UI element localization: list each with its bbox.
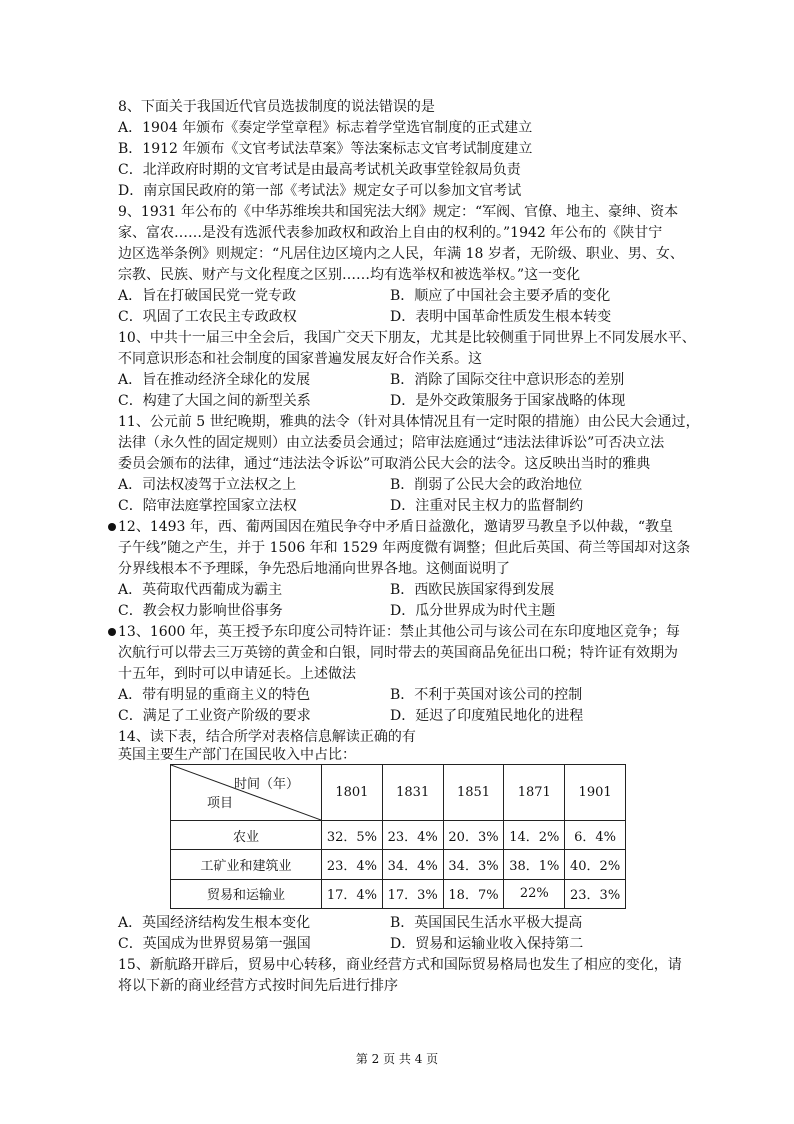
table-corner-header bbox=[171, 765, 322, 821]
q11-line-3: 委员会颁布的法律，通过“违法法令诉讼”可取消公民大会的法令。这反映出当时的雅典 bbox=[118, 456, 651, 472]
q10-line-2: 不同意识形态和社会制度的国家普遍发展友好合作关系。这 bbox=[118, 351, 482, 367]
q12-option-b: B．西欧民族国家得到发展 bbox=[390, 582, 555, 598]
q11-line-2: 法律（永久性的固定规则）由立法委员会通过；陪审法庭通过“违法法律诉讼”可否决立法 bbox=[118, 435, 665, 451]
table-cell: 22% bbox=[504, 879, 565, 908]
q9-line-3: 边区选举条例》则规定：“凡居住边区境内之人民，年满 18 岁者，无阶级、职业、男、女、 bbox=[118, 246, 684, 262]
q10-line-1: 10、中共十一届三中全会后，我国广交天下朋友，尤其是比较侧重于同世界上不同发展水平、 bbox=[118, 330, 696, 346]
q14-stem: 14、读下表，结合所学对表格信息解读正确的有 bbox=[118, 729, 416, 745]
q9-line-4: 宗教、民族、财产与文化程度之区别……均有选举权和被选举权。”这一变化 bbox=[118, 267, 581, 283]
q15-line-2: 将以下新的商业经营方式按时间先后进行排序 bbox=[118, 978, 398, 994]
q10-option-d: D．是外交政策服务于国家战略的体现 bbox=[390, 393, 626, 409]
year-header: 1831 bbox=[382, 765, 443, 821]
header-item-label: 项目 bbox=[207, 796, 234, 811]
table-cell: 23．4% bbox=[322, 850, 383, 879]
q13-line-3: 十五年，到时可以申请延长。上述做法 bbox=[118, 666, 356, 682]
q10-option-c: C．构建了大国之间的新型关系 bbox=[118, 393, 311, 409]
q11-option-d: D．注重对民主权力的监督制约 bbox=[390, 498, 584, 514]
table-caption: 英国主要生产部门在国民收入中占比： bbox=[118, 747, 356, 763]
header-time-label: 时间（年） bbox=[233, 777, 299, 792]
q8-option-b: B．1912 年颁布《文官考试法草案》等法案标志文官考试制度建立 bbox=[118, 141, 533, 157]
row-label: 工矿业和建筑业 bbox=[171, 850, 322, 879]
row-label: 农业 bbox=[171, 821, 322, 850]
table-cell: 17．3% bbox=[382, 879, 443, 908]
table-cell: 23．4% bbox=[382, 821, 443, 850]
table-row bbox=[171, 879, 626, 908]
table-cell: 32．5% bbox=[322, 821, 383, 850]
q14-option-a: A．英国经济结构发生根本变化 bbox=[118, 915, 311, 931]
q12-line-1: 12、1493 年，西、葡两国因在殖民争夺中矛盾日益激化，邀请罗马教皇予以仲裁，“教皇 bbox=[118, 519, 674, 535]
table-cell: 38．1% bbox=[504, 850, 565, 879]
q12-line-2: 子午线”随之产生，并于 1506 年和 1529 年两度微有调整；但此后英国、荷兰等国却对这条 bbox=[118, 540, 691, 556]
year-header: 1901 bbox=[565, 765, 626, 821]
table-row bbox=[171, 821, 626, 850]
page-footer: 第 2 页 共 4 页 bbox=[355, 1052, 439, 1066]
q14-option-c: C．英国成为世界贸易第一强国 bbox=[118, 936, 311, 952]
q12-option-c: C．教会权力影响世俗事务 bbox=[118, 603, 283, 619]
q9-option-b: B．顺应了中国社会主要矛盾的变化 bbox=[390, 288, 611, 304]
q13-option-d: D．延迟了印度殖民地化的进程 bbox=[390, 708, 584, 724]
q15-line-1: 15、新航路开辟后，贸易中心转移，商业经营方式和国际贸易格局也发生了相应的变化，请 bbox=[118, 957, 682, 973]
table-cell: 34．4% bbox=[382, 850, 443, 879]
table-cell: 23．3% bbox=[565, 879, 626, 908]
q11-line-1: 11、公元前 5 世纪晚期，雅典的法令（针对具体情况且有一定时限的措施）由公民大会通过， bbox=[118, 414, 700, 430]
table-cell: 40．2% bbox=[565, 850, 626, 879]
q12-option-d: D．瓜分世界成为时代主题 bbox=[390, 603, 556, 619]
q12-line-3: 分界线根本不予理睬，争先恐后地涌向世界各地。这侧面说明了 bbox=[118, 561, 510, 577]
q9-option-d: D．表明中国革命性质发生根本转变 bbox=[390, 309, 612, 325]
row-label: 贸易和运输业 bbox=[171, 879, 322, 908]
table-cell: 34．3% bbox=[443, 850, 504, 879]
table-cell: 20．3% bbox=[443, 821, 504, 850]
year-header: 1871 bbox=[504, 765, 565, 821]
q12-option-a: A．英荷取代西葡成为霸主 bbox=[118, 582, 283, 598]
q9-line-1: 9、1931 年公布的《中华苏维埃共和国宪法大纲》规定：“军阀、官僚、地主、豪绅、资本 bbox=[118, 204, 679, 220]
table-row bbox=[171, 850, 626, 879]
q10-option-b: B．消除了国际交往中意识形态的差别 bbox=[390, 372, 625, 388]
q8-option-c: C．北洋政府时期的文官考试是由最高考试机关政事堂铨叙局负责 bbox=[118, 162, 521, 178]
q14-option-b: B．英国国民生活水平极大提高 bbox=[390, 915, 583, 931]
bullet-marker bbox=[108, 628, 116, 636]
q8-stem: 8、下面关于我国近代官员选拔制度的说法错误的是 bbox=[118, 99, 435, 115]
q11-option-b: B．削弱了公民大会的政治地位 bbox=[390, 477, 583, 493]
q13-option-a: A．带有明显的重商主义的特色 bbox=[118, 687, 311, 703]
year-header: 1851 bbox=[443, 765, 504, 821]
q10-option-a: A．旨在推动经济全球化的发展 bbox=[118, 372, 311, 388]
q9-line-2: 家、富农……是没有选派代表参加政权和政治上自由的权利的。”1942 年公布的《陕甘宁 bbox=[118, 225, 663, 241]
table-cell: 14．2% bbox=[504, 821, 565, 850]
q11-option-c: C．陪审法庭掌控国家立法权 bbox=[118, 498, 297, 514]
table-cell: 18．7% bbox=[443, 879, 504, 908]
q9-option-c: C．巩固了工农民主专政政权 bbox=[118, 309, 297, 325]
income-share-table bbox=[170, 764, 626, 909]
table-cell: 6．4% bbox=[565, 821, 626, 850]
q13-option-b: B．不利于英国对该公司的控制 bbox=[390, 687, 583, 703]
q8-option-d: D．南京国民政府的第一部《考试法》规定女子可以参加文官考试 bbox=[118, 183, 522, 199]
q14-option-d: D．贸易和运输业收入保持第二 bbox=[390, 936, 584, 952]
q13-line-2: 次航行可以带去三万英镑的黄金和白银，同时带去的英国商品免征出口税；特许证有效期为 bbox=[118, 645, 678, 661]
table-cell: 17．4% bbox=[322, 879, 383, 908]
bullet-marker bbox=[108, 523, 116, 531]
q13-line-1: 13、1600 年，英王授予东印度公司特许证：禁止其他公司与该公司在东印度地区竞争；每 bbox=[118, 624, 680, 640]
q9-option-a: A．旨在打破国民党一党专政 bbox=[118, 288, 297, 304]
q11-option-a: A．司法权凌驾于立法权之上 bbox=[118, 477, 297, 493]
year-header: 1801 bbox=[322, 765, 383, 821]
q13-option-c: C．满足了工业资产阶级的要求 bbox=[118, 708, 311, 724]
q8-option-a: A．1904 年颁布《奏定学堂章程》标志着学堂选官制度的正式建立 bbox=[118, 120, 533, 136]
